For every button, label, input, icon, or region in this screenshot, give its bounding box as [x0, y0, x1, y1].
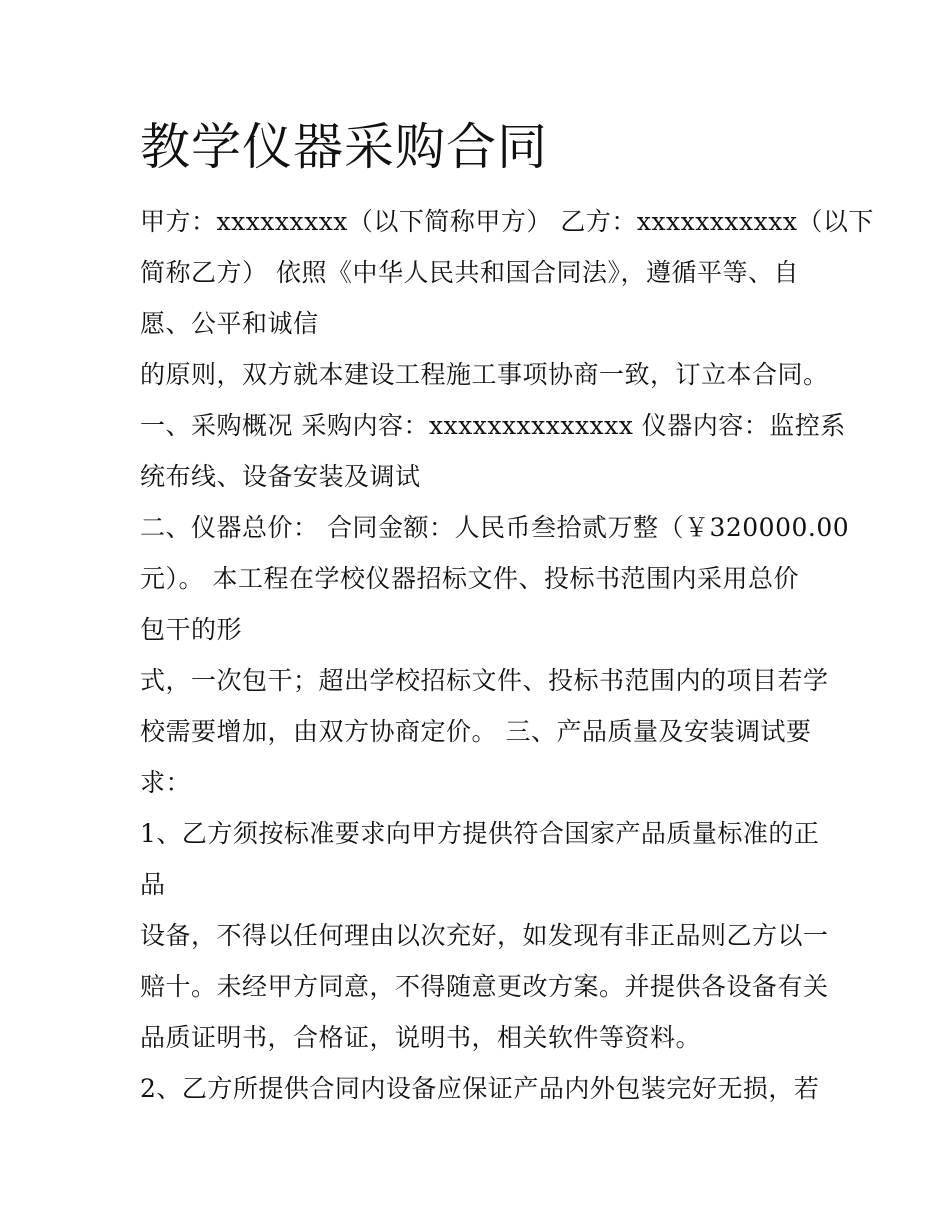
body-line: 一、采购概况 采购内容：xxxxxxxxxxxxxx 仪器内容：监控系	[140, 411, 846, 440]
body-line: 甲方：xxxxxxxxx（以下简称甲方） 乙方：xxxxxxxxxxx（以下	[140, 207, 874, 236]
body-line: 式，一次包干；超出学校招标文件、投标书范围内的项目若学	[140, 666, 829, 695]
body-line: 设备，不得以任何理由以次充好，如发现有非正品则乙方以一	[140, 921, 829, 950]
body-line: 元）。 本工程在学校仪器招标文件、投标书范围内采用总价	[140, 564, 799, 593]
body-line: 愿、公平和诚信	[140, 309, 319, 338]
document-title: 教学仪器采购合同	[140, 118, 548, 176]
body-line: 的原则，双方就本建设工程施工事项协商一致，订立本合同。	[140, 360, 829, 389]
body-line: 品	[140, 870, 166, 899]
body-line: 简称乙方） 依照《中华人民共和国合同法》，遵循平等、自	[140, 258, 799, 287]
body-line: 求：	[140, 768, 192, 797]
body-line: 校需要增加，由双方协商定价。 三、产品质量及安装调试要	[140, 717, 812, 746]
body-line: 赔十。未经甲方同意，不得随意更改方案。并提供各设备有关	[140, 972, 829, 1001]
body-line: 统布线、设备安装及调试	[140, 462, 421, 491]
body-line: 包干的形	[140, 615, 243, 644]
body-line: 品质证明书，合格证，说明书，相关软件等资料。	[140, 1023, 702, 1052]
body-line: 1、乙方须按标准要求向甲方提供符合国家产品质量标准的正	[140, 819, 820, 848]
body-line: 二、仪器总价： 合同金额：人民币叁拾贰万整（￥320000.00	[140, 513, 850, 542]
body-line: 2、乙方所提供合同内设备应保证产品内外包装完好无损，若	[140, 1074, 820, 1103]
